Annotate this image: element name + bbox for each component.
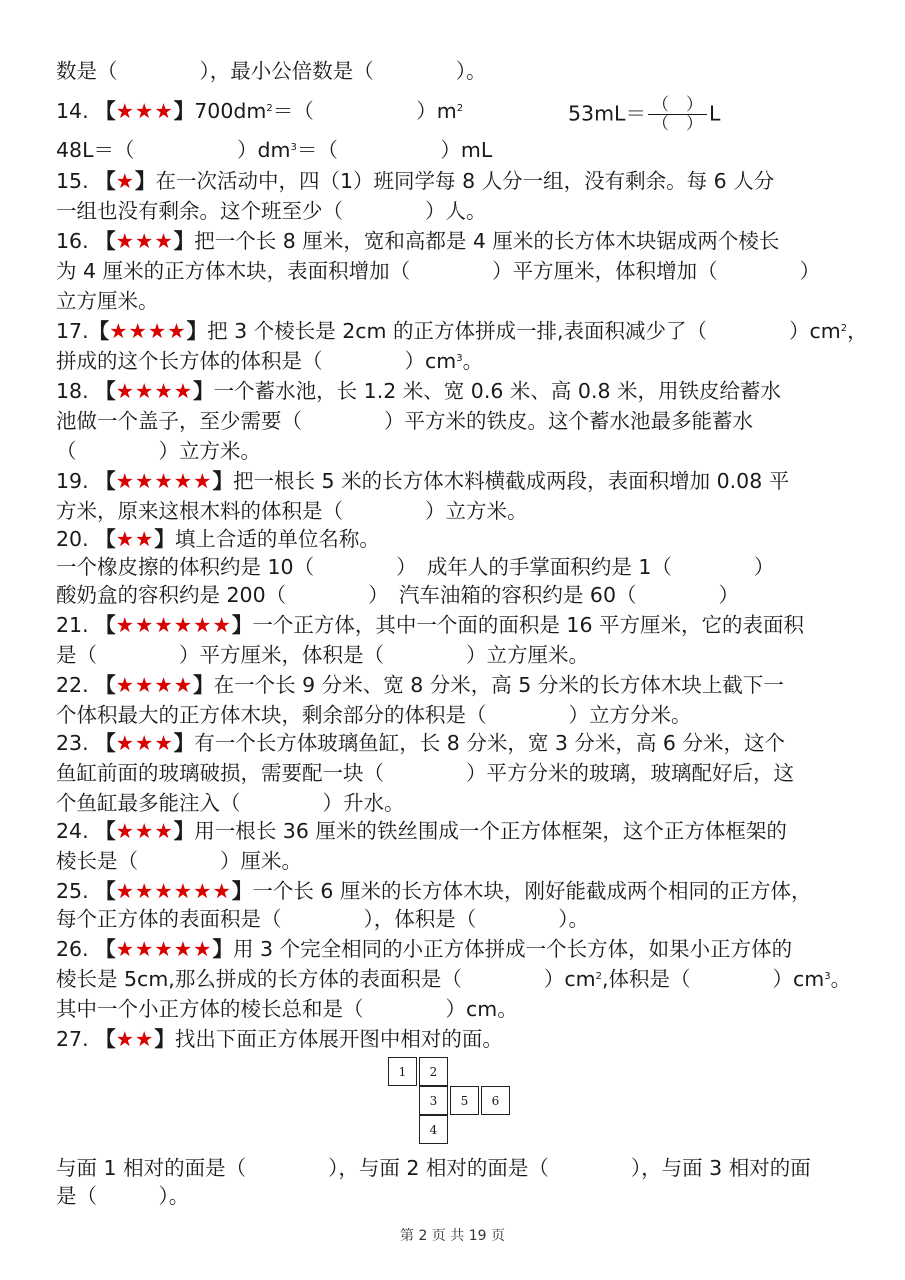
net-face-1: 1: [388, 1057, 417, 1086]
question-16-line1: 16. 【★★★】把一个长 8 厘米，宽和高都是 4 厘米的长方体木块锯成两个棱长: [56, 229, 780, 253]
question-21-line1: 21. 【★★★★★★】一个正方体，其中一个面的面积是 16 平方厘米，它的表面积: [56, 613, 805, 637]
question-25-line2: 每个正方体的表面积是（ ），体积是（ ）。: [56, 907, 589, 931]
question-17-line1: 17.【★★★★】把 3 个棱长是 2cm 的正方体拼成一排,表面积减少了（ ）$cm^2$，: [56, 319, 868, 343]
question-26-line2: 棱长是 5cm,那么拼成的长方体的表面积是（ ）$cm^2$,体积是（ ）$cm^3$。: [56, 967, 852, 991]
question-number: 16.: [56, 229, 96, 253]
question-27-line3: 是（ ）。: [56, 1184, 190, 1208]
question-number: 20.: [56, 527, 96, 551]
question-21-line2: 是（ ）平方厘米，体积是（ ）立方厘米。: [56, 643, 589, 667]
question-18-line3: （ ）立方米。: [56, 439, 261, 463]
question-15-line1: 15. 【★】在一次活动中，四（1）班同学每 8 人分一组，没有剩余。每 6 人分: [56, 169, 775, 193]
question-23-line3: 个鱼缸最多能注入（ ）升水。: [56, 791, 405, 815]
blank-fraction: $\frac{( )}{( )}$: [648, 96, 707, 133]
question-number: 17.: [56, 319, 89, 343]
question-23-line1: 23. 【★★★】有一个长方体玻璃鱼缸，长 8 分米，宽 3 分米，高 6 分米，这个: [56, 731, 785, 755]
question-22-line2: 个体积最大的正方体木块，剩余部分的体积是（ ）立方分米。: [56, 703, 692, 727]
question-number: 21.: [56, 613, 96, 637]
question-23-line2: 鱼缸前面的玻璃破损，需要配一块（ ）平方分米的玻璃，玻璃配好后，这: [56, 761, 794, 785]
net-face-4: 4: [419, 1115, 448, 1144]
question-number: 19.: [56, 469, 96, 493]
net-face-6: 6: [481, 1086, 510, 1115]
net-face-5: 5: [450, 1086, 479, 1115]
question-27-line1: 27. 【★★】找出下面正方体展开图中相对的面。: [56, 1027, 503, 1051]
question-20-line2: 一个橡皮擦的体积约是 10（ ） 成年人的手掌面积约是 1（ ）: [56, 555, 775, 579]
difficulty-stars: ★★★: [115, 99, 174, 123]
question-number: 18.: [56, 379, 96, 403]
question-25-line1: 25. 【★★★★★★】一个长 6 厘米的长方体木块，刚好能截成两个相同的正方体，: [56, 879, 812, 903]
net-face-2: 2: [419, 1057, 448, 1086]
question-20-line1: 20. 【★★】填上合适的单位名称。: [56, 527, 380, 551]
question-18-line2: 池做一个盖子，至少需要（ ）平方米的铁皮。这个蓄水池最多能蓄水: [56, 409, 753, 433]
difficulty-stars: ★★★★★★: [115, 613, 232, 637]
question-14-fraction: 53mL＝ $\frac{( )}{( )}$ L: [568, 95, 721, 134]
difficulty-stars: ★: [115, 169, 136, 193]
cube-net-diagram: [388, 1057, 516, 1145]
question-26-line3: 其中一个小正方体的棱长总和是（ ）cm。: [56, 997, 518, 1021]
difficulty-stars: ★★★★: [115, 379, 194, 403]
difficulty-stars: ★★★★: [109, 319, 187, 343]
question-number: 24.: [56, 819, 96, 843]
difficulty-stars: ★★: [115, 527, 155, 551]
question-16-line2: 为 4 厘米的正方体木块，表面积增加（ ）平方厘米，体积增加（ ）: [56, 259, 821, 283]
difficulty-stars: ★★★★★: [115, 937, 213, 961]
net-face-3: 3: [419, 1086, 448, 1115]
question-27-line2: 与面 1 相对的面是（ ），与面 2 相对的面是（ ），与面 3 相对的面: [56, 1156, 811, 1180]
difficulty-stars: ★★: [115, 1027, 155, 1051]
question-number: 23.: [56, 731, 96, 755]
question-number: 26.: [56, 937, 96, 961]
question-15-line2: 一组也没有剩余。这个班至少（ ）人。: [56, 199, 487, 223]
question-26-line1: 26. 【★★★★★】用 3 个完全相同的小正方体拼成一个长方体，如果小正方体的: [56, 937, 793, 961]
question-number: 25.: [56, 879, 96, 903]
difficulty-stars: ★★★: [115, 229, 174, 253]
question-19-line2: 方米，原来这根木料的体积是（ ）立方米。: [56, 499, 528, 523]
difficulty-stars: ★★★: [115, 731, 174, 755]
question-14-line1: 14. 【★★★】$700dm^2=$（ ）$m^2$: [56, 99, 464, 123]
question-19-line1: 19. 【★★★★★】把一根长 5 米的长方体木料横截成两段，表面积增加 0.08 平: [56, 469, 790, 493]
question-number: 27.: [56, 1027, 96, 1051]
question-16-line3: 立方厘米。: [56, 289, 159, 313]
question-number: 22.: [56, 673, 96, 697]
question-18-line1: 18. 【★★★★】一个蓄水池，长 1.2 米、宽 0.6 米、高 0.8 米，用铁皮给蓄水: [56, 379, 782, 403]
question-22-line1: 22. 【★★★★】在一个长 9 分米、宽 8 分米，高 5 分米的长方体木块上截下一: [56, 673, 784, 697]
difficulty-stars: ★★★★★★: [115, 879, 232, 903]
question-24-line1: 24. 【★★★】用一根长 36 厘米的铁丝围成一个正方体框架，这个正方体框架的: [56, 819, 787, 843]
difficulty-stars: ★★★: [115, 819, 174, 843]
question-17-line2: 拼成的这个长方体的体积是（ ）$cm^3$。: [56, 349, 484, 373]
page-footer: 第 2 页 共 19 页: [400, 1228, 505, 1244]
question-number: 14.: [56, 99, 96, 123]
question-14-line2: 48L＝（ ）$dm^3=$（ ）mL: [56, 138, 493, 162]
question-20-line3: 酸奶盒的容积约是 200（ ） 汽车油箱的容积约是 60（ ）: [56, 583, 739, 607]
line-number-lcm: 数是（ ），最小公倍数是（ ）。: [56, 59, 487, 83]
question-24-line2: 棱长是（ ）厘米。: [56, 849, 302, 873]
difficulty-stars: ★★★★★: [115, 469, 213, 493]
difficulty-stars: ★★★★: [115, 673, 194, 697]
question-number: 15.: [56, 169, 96, 193]
